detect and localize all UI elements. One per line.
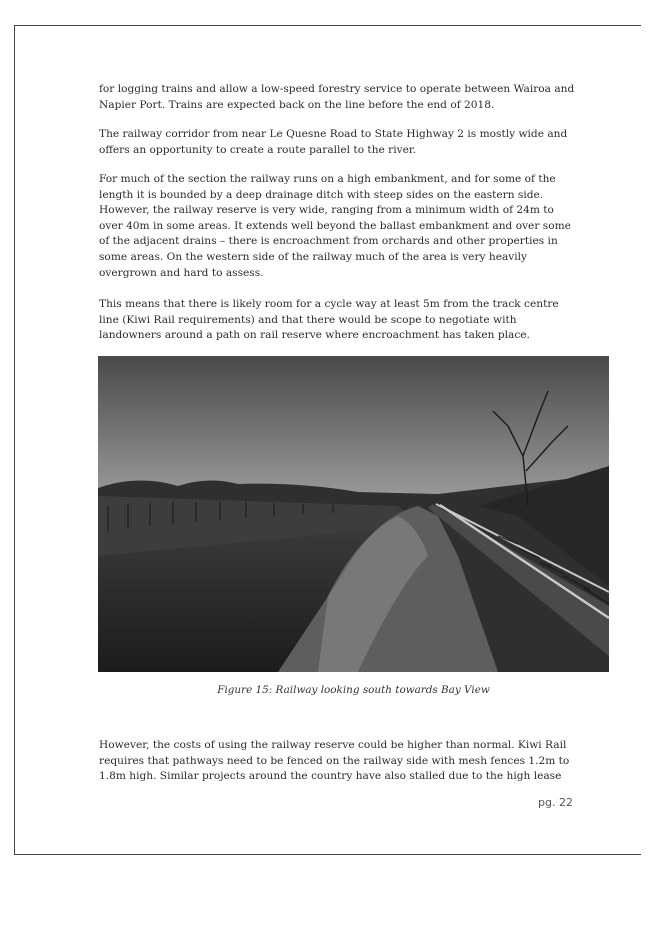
page-number: pg. 22 xyxy=(538,796,573,809)
railway-photo xyxy=(98,356,609,672)
paragraph-3: For much of the section the railway runs on a high embankment, and for some of the length it is bounded by a deep drainage ditch with steep sides on the eastern side. However, the railway reserve is very wide, ranging from a minimum width of 24m to over 40m in some areas. It extends well beyond the ballast embankment and over some of the adjacent drains – there is encroachment from orchards and other properties in some areas. On the western side of the railway much of the area is very heavily overgrown and hard to assess. xyxy=(99,173,571,279)
paragraph-5: However, the costs of using the railway reserve could be higher than normal. Kiwi Rail requires that pathways need to be fenced on the railway side with mesh fences 1.2m to 1.8m high. Similar projects around the country have also stalled due to the high lease xyxy=(99,739,570,783)
paragraph-2: The railway corridor from near Le Quesne Road to State Highway 2 is mostly wide and offers an opportunity to create a route parallel to the river. xyxy=(99,128,568,156)
paragraph-1: for logging trains and allow a low-speed forestry service to operate between Wairoa and Napier Port. Trains are expected back on the line before the end of 2018. xyxy=(99,83,575,111)
figure-caption: Figure 15: Railway looking south towards Bay View xyxy=(217,684,490,696)
paragraph-4: This means that there is likely room for a cycle way at least 5m from the track centre line (Kiwi Rail requirements) and that there would be scope to negotiate with landowners around a path on rail reserve where encroachment has taken place. xyxy=(99,298,559,342)
